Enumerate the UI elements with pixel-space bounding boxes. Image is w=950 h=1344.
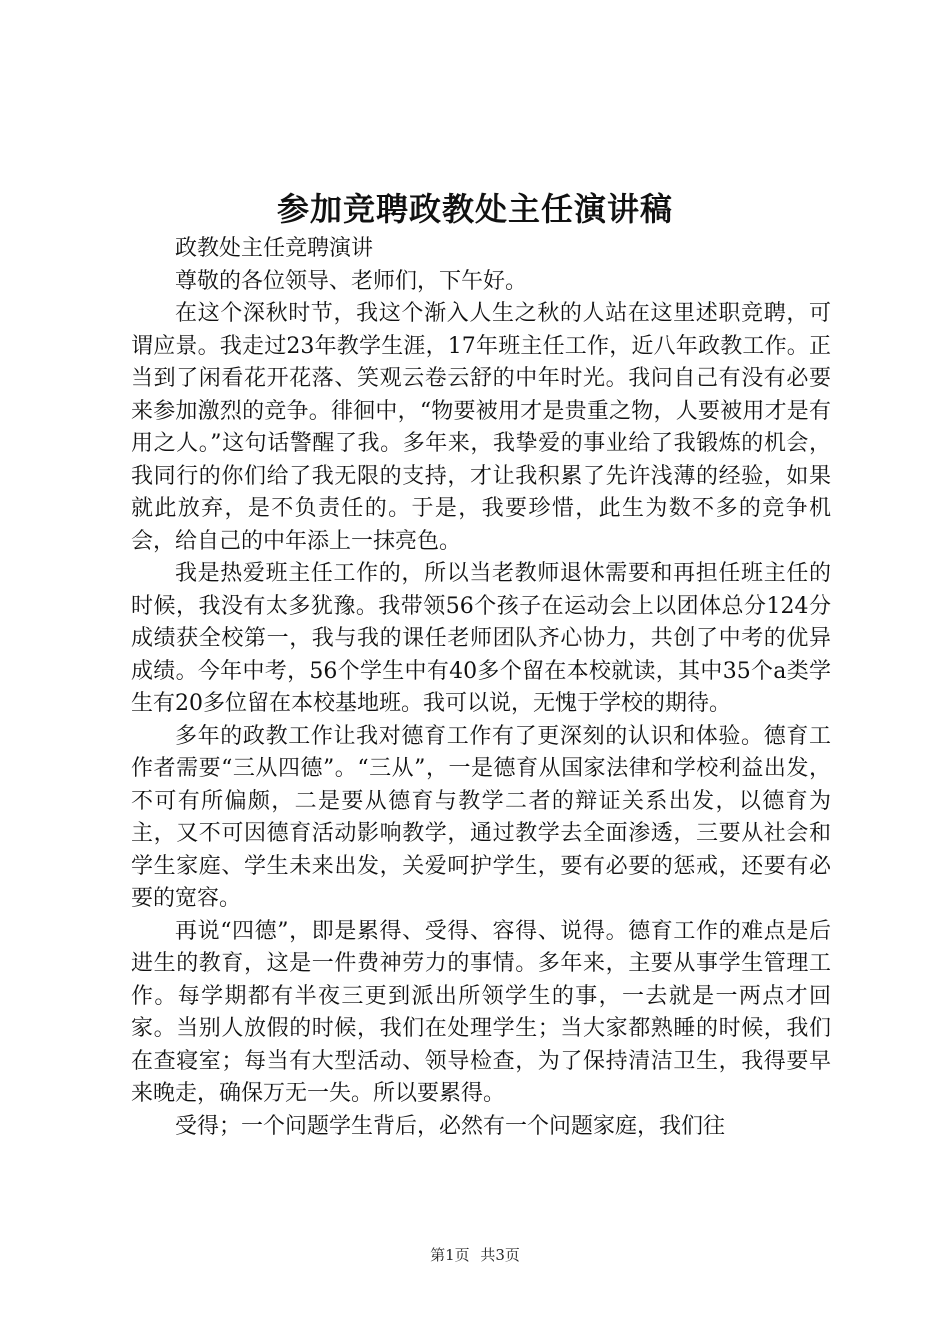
paragraph: 受得；一个问题学生背后，必然有一个问题家庭，我们往	[175, 1113, 726, 1139]
paragraph-greeting: 尊敬的各位领导、老师们，下午好。	[175, 268, 528, 294]
page-footer	[0, 1245, 950, 1265]
paragraph-subtitle: 政教处主任竞聘演讲	[175, 236, 374, 261]
page-number: 第1页	[430, 1246, 470, 1264]
paragraph: 在这个深秋时节，我这个渐入人生之秋的人站在这里述职竞聘，可谓应景。我走过23年教学生涯，17年班主任工作，近八年政教工作。正当到了闲看花开花落、笑观云卷云舒的中年时光。我问自己有没有必要来参加激烈的竞争。徘徊中，“物要被用才是贵重之物，人要被用才是有用之人。”这句话警醒了我。多年来，我挚爱的事业给了我锻炼的机会，我同行的你们给了我无限的支持，才让我积累了先许浅薄的经验，如果就此放弃，是不负责任的。于是，我要珍惜，此生为数不多的竞争机会，给自己的中年添上一抹亮色。	[131, 301, 831, 554]
paragraph: 多年的政教工作让我对德育工作有了更深刻的认识和体验。德育工作者需要“三从四德”。“三从”，一是德育从国家法律和学校利益出发，不可有所偏颇，二是要从德育与教学二者的辩证关系出发，以德育为主，又不可因德育活动影响教学，通过教学去全面渗透，三要从社会和学生家庭、学生未来出发，关爱呵护学生，要有必要的惩戒，还要有必要的宽容。	[131, 723, 831, 911]
page-total: 共3页	[480, 1246, 520, 1264]
document-body	[131, 233, 831, 1143]
paragraph: 再说“四德”，即是累得、受得、容得、说得。德育工作的难点是后进生的教育，这是一件费神劳力的事情。多年来，主要从事学生管理工作。每学期都有半夜三更到派出所领学生的事，一去就是一两点才回家。当别人放假的时候，我们在处理学生；当大家都熟睡的时候，我们在查寝室；每当有大型活动、领导检查，为了保持清洁卫生，我得要早来晚走，确保万无一失。所以要累得。	[131, 918, 831, 1106]
document-title: 参加竞聘政教处主任演讲稿	[276, 190, 673, 228]
paragraph: 我是热爱班主任工作的，所以当老教师退休需要和再担任班主任的时候，我没有太多犹豫。我带领56个孩子在运动会上以团体总分124分成绩获全校第一，我与我的课任老师团队齐心协力，共创了中考的优异成绩。今年中考，56个学生中有40多个留在本校就读，其中35个a类学生有20多位留在本校基地班。我可以说，无愧于学校的期待。	[131, 561, 831, 716]
